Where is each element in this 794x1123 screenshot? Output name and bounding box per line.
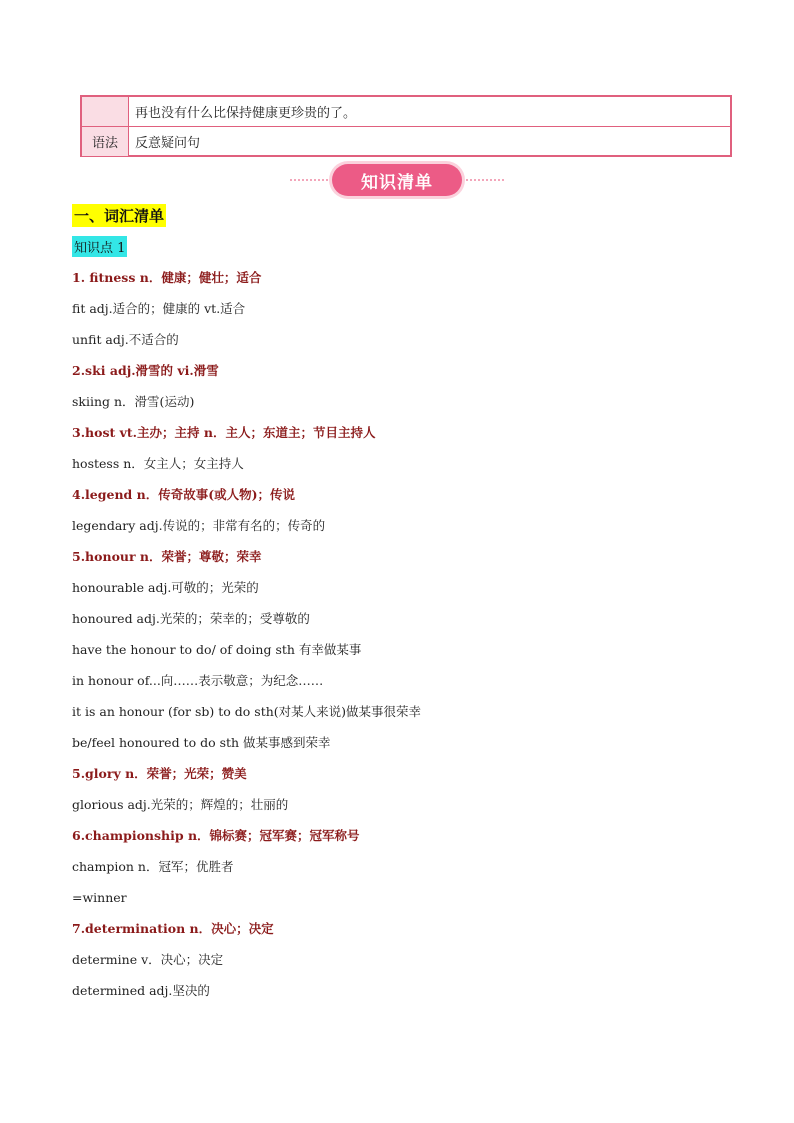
- vocab-entry-line: determine v．决心；决定: [72, 952, 224, 967]
- vocab-entry-heading: 5.glory n．荣誉；光荣；赞美: [72, 766, 247, 781]
- vocab-entry-line: glorious adj.光荣的；辉煌的；壮丽的: [72, 797, 289, 812]
- vocab-entry-line: skiing n．滑雪(运动): [72, 394, 195, 409]
- vocabulary-list: [72, 266, 752, 1010]
- vocab-entry-line: determined adj.坚决的: [72, 983, 210, 998]
- vocab-entry-heading: 6.championship n．锦标赛；冠军赛；冠军称号: [72, 828, 360, 843]
- table-row-label: 语法: [82, 127, 129, 156]
- vocab-entry-line: legendary adj.传说的；非常有名的；传奇的: [72, 518, 326, 533]
- table-row: [82, 97, 730, 127]
- vocab-entry-heading: 2.ski adj.滑雪的 vi.滑雪: [72, 363, 219, 378]
- vocab-entry-line: be/feel honoured to do sth 做某事感到荣幸: [72, 735, 331, 750]
- banner-label: 知识清单: [332, 164, 462, 196]
- vocab-entry-line: honourable adj.可敬的；光荣的: [72, 580, 259, 595]
- vocab-entry-line: it is an honour (for sb) to do sth(对某人来说)做某事很荣幸: [72, 704, 422, 719]
- knowledge-banner: [290, 164, 504, 198]
- vocab-entry-line: champion n．冠军；优胜者: [72, 859, 234, 874]
- vocab-entry-heading: 1. fitness n．健康；健壮；适合: [72, 270, 262, 285]
- knowledge-point-label: 知识点 1: [72, 236, 127, 257]
- table-row: [82, 127, 730, 156]
- section-title: 一、词汇清单: [72, 204, 166, 227]
- vocab-entry-line: have the honour to do/ of doing sth 有幸做某事: [72, 642, 362, 657]
- vocab-entry-line: in honour of...向……表示敬意；为纪念……: [72, 673, 324, 688]
- vocab-entry-heading: 5.honour n．荣誉；尊敬；荣幸: [72, 549, 262, 564]
- vocab-entry-line: hostess n．女主人；女主持人: [72, 456, 244, 471]
- table-row-text: 再也没有什么比保持健康更珍贵的了。: [135, 106, 357, 121]
- vocab-entry-heading: 4.legend n．传奇故事(或人物)；传说: [72, 487, 296, 502]
- vocab-entry-line: unfit adj.不适合的: [72, 332, 179, 347]
- vocab-entry-heading: 7.determination n．决心；决定: [72, 921, 274, 936]
- vocab-entry-line: =winner: [72, 890, 127, 905]
- table-row-label: [82, 97, 129, 126]
- table-row-text: 反意疑问句: [135, 136, 201, 151]
- summary-table: [80, 95, 732, 157]
- vocab-entry-line: honoured adj.光荣的；荣幸的；受尊敬的: [72, 611, 310, 626]
- vocab-entry-heading: 3.host vt.主办；主持 n．主人；东道主；节目主持人: [72, 425, 376, 440]
- vocab-entry-line: fit adj.适合的；健康的 vt.适合: [72, 301, 246, 316]
